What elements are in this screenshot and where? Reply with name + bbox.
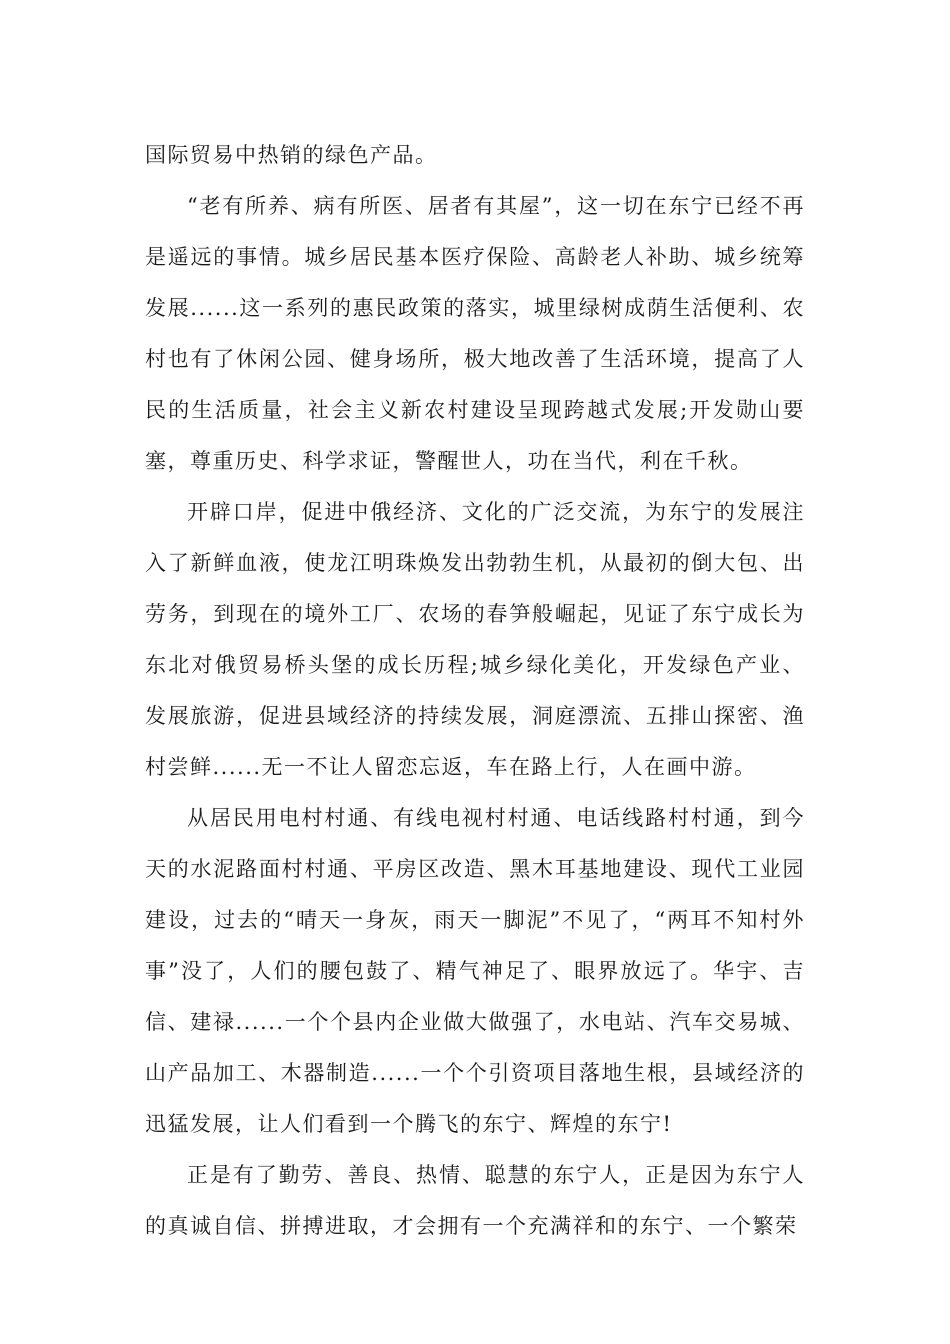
paragraph-livelihood: “老有所养、病有所医、居者有其屋”，这一切在东宁已经不再是遥远的事情。城乡居民基本医疗保险、高龄老人补助、城乡统筹发展......这一系列的惠民政策的落实，城里绿树成荫生活便利、农村也有了休闲公园、健身场所，极大地改善了生活环境，提高了人民的生活质量，社会主义新农村建设呈现跨越式发展;开发勋山要塞，尊重历史、科学求证，警醒世人，功在当代，利在千秋。 [145,194,805,473]
paragraph-dongning-people: 正是有了勤劳、善良、热情、聪慧的东宁人，正是因为东宁人的真诚自信、拼搏进取，才会拥有一个充满祥和的东宁、一个繁荣 [145,1163,805,1238]
body-text [145,130,805,1252]
paragraph-continuation: 国际贸易中热销的绿色产品。 [145,143,438,167]
paragraph-port-opening: 开辟口岸，促进中俄经济、文化的广泛交流，为东宁的发展注入了新鲜血液，使龙江明珠焕发出勃勃生机，从最初的倒大包、出劳务，到现在的境外工厂、农场的春笋般崛起，见证了东宁成长为东北对俄贸易桥头堡的成长历程;城乡绿化美化，开发绿色产业、发展旅游，促进县域经济的持续发展，洞庭漂流、五排山探密、渔村尝鲜......无一不让人留恋忘返，车在路上行，人在画中游。 [145,500,805,779]
paragraph-rural-development: 从居民用电村村通、有线电视村村通、电话线路村村通，到今天的水泥路面村村通、平房区改造、黑木耳基地建设、现代工业园建设，过去的“晴天一身灰，雨天一脚泥”不见了，“两耳不知村外事”没了，人们的腰包鼓了、精气神足了、眼界放远了。华宇、吉信、建禄......一个个县内企业做大做强了，水电站、汽车交易城、山产品加工、木器制造......一个个引资项目落地生根，县域经济的迅猛发展，让人们看到一个腾飞的东宁、辉煌的东宁! [145,806,805,1136]
